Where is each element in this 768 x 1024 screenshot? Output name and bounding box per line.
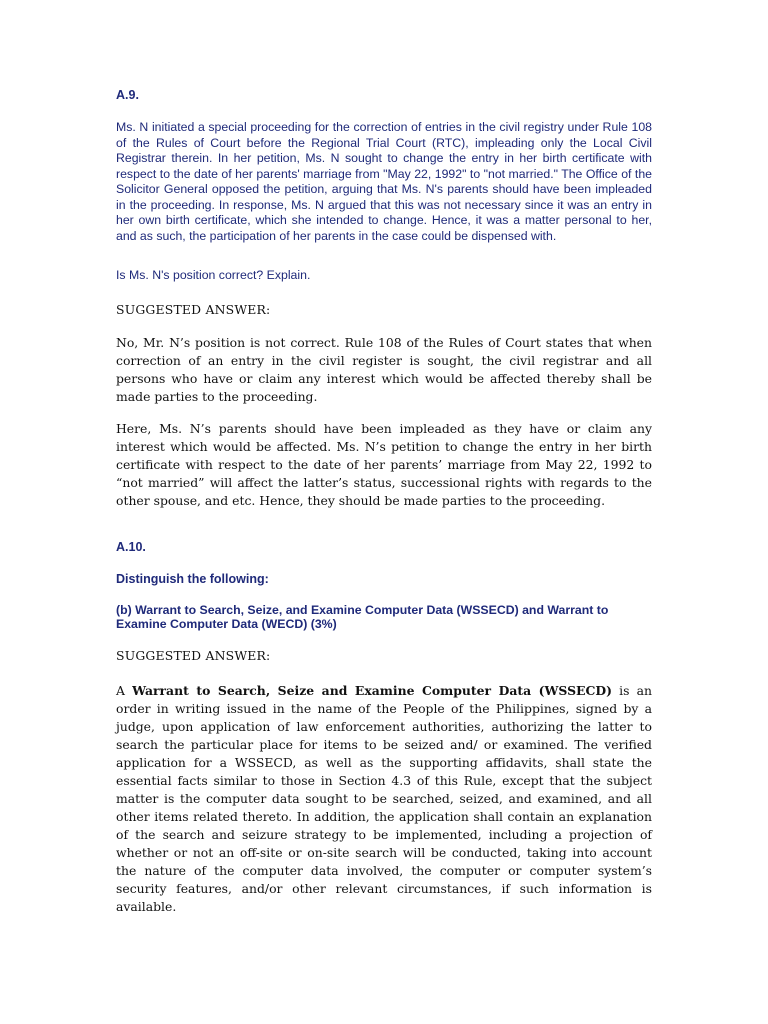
answer-term-a10: Warrant to Search, Seize and Examine Computer Data (WSSECD) [132, 683, 612, 698]
answer-lead-a10: A [116, 683, 133, 698]
question-paragraph-a9: Ms. N initiated a special proceeding for the correction of entries in the civil registry under Rule 108 of the Rules of Court before the Regional Trial Court (RTC), impleading only the Local Civil Registrar therein. In her petition, Ms. N sought to change the entry in her birth certificate with respect to the date of her parents' marriage from "May 22, 1992" to "not married." The Office of the Solicitor General opposed the petition, arguing that Ms. N's parents should have been impleaded in the proceeding. In response, Ms. N argued that this was not necessary since it was an entry in her own birth certificate, which she intended to change. Hence, it was a matter personal to her, and as such, the participation of her parents in the case could be dispensed with. [116, 120, 652, 243]
suggested-answer-label-a9: SUGGESTED ANSWER: [116, 302, 271, 317]
question-a9: Is Ms. N's position correct? Explain. [116, 268, 311, 282]
answer-paragraph-2-a9: Here, Ms. N’s parents should have been impleaded as they have or claim any interest which would be affected. Ms. N’s petition to change the entry in her birth certificate with respect to the date of her parents’ marriage from May 22, 1992 to “not married” will affect the latter’s status, successional rights with regards to the other spouse, and etc. Hence, they should be made parties to the proceeding. [116, 421, 652, 508]
section-heading-a9: A.9. [116, 88, 139, 102]
answer-paragraph-1-a9: No, Mr. N’s position is not correct. Rule 108 of the Rules of Court states that when correction of an entry in the civil register is sought, the civil registrar and all persons who have or claim any interest which would be affected thereby shall be made parties to the proceeding. [116, 335, 652, 404]
section-heading-a10: A.10. [116, 540, 146, 554]
question-a10: (b) Warrant to Search, Seize, and Examine Computer Data (WSSECD) and Warrant to Examine Computer Data (WECD) (3%) [116, 603, 609, 631]
suggested-answer-label-a10: SUGGESTED ANSWER: [116, 648, 271, 663]
instruction-a10: Distinguish the following: [116, 572, 269, 586]
answer-paragraph-a10 [116, 682, 652, 916]
answer-body-a10: is an order in writing issued in the name of the People of the Philippines, signed by a judge, upon application of law enforcement authorities, authorizing the latter to search the particular place for items to be seized and/ or examined. The verified application for a WSSECD, as well as the supporting affidavits, shall state the essential facts similar to those in Section 4.3 of this Rule, except that the subject matter is the computer data sought to be searched, seized, and examined, and all other items related thereto. In addition, the application shall contain an explanation of the search and seizure strategy to be implemented, including a projection of whether or not an off-site or on-site search will be conducted, taking into account the nature of the computer data involved, the computer or computer system’s security features, and/or other relevant circumstances, if such information is available. [116, 683, 652, 914]
